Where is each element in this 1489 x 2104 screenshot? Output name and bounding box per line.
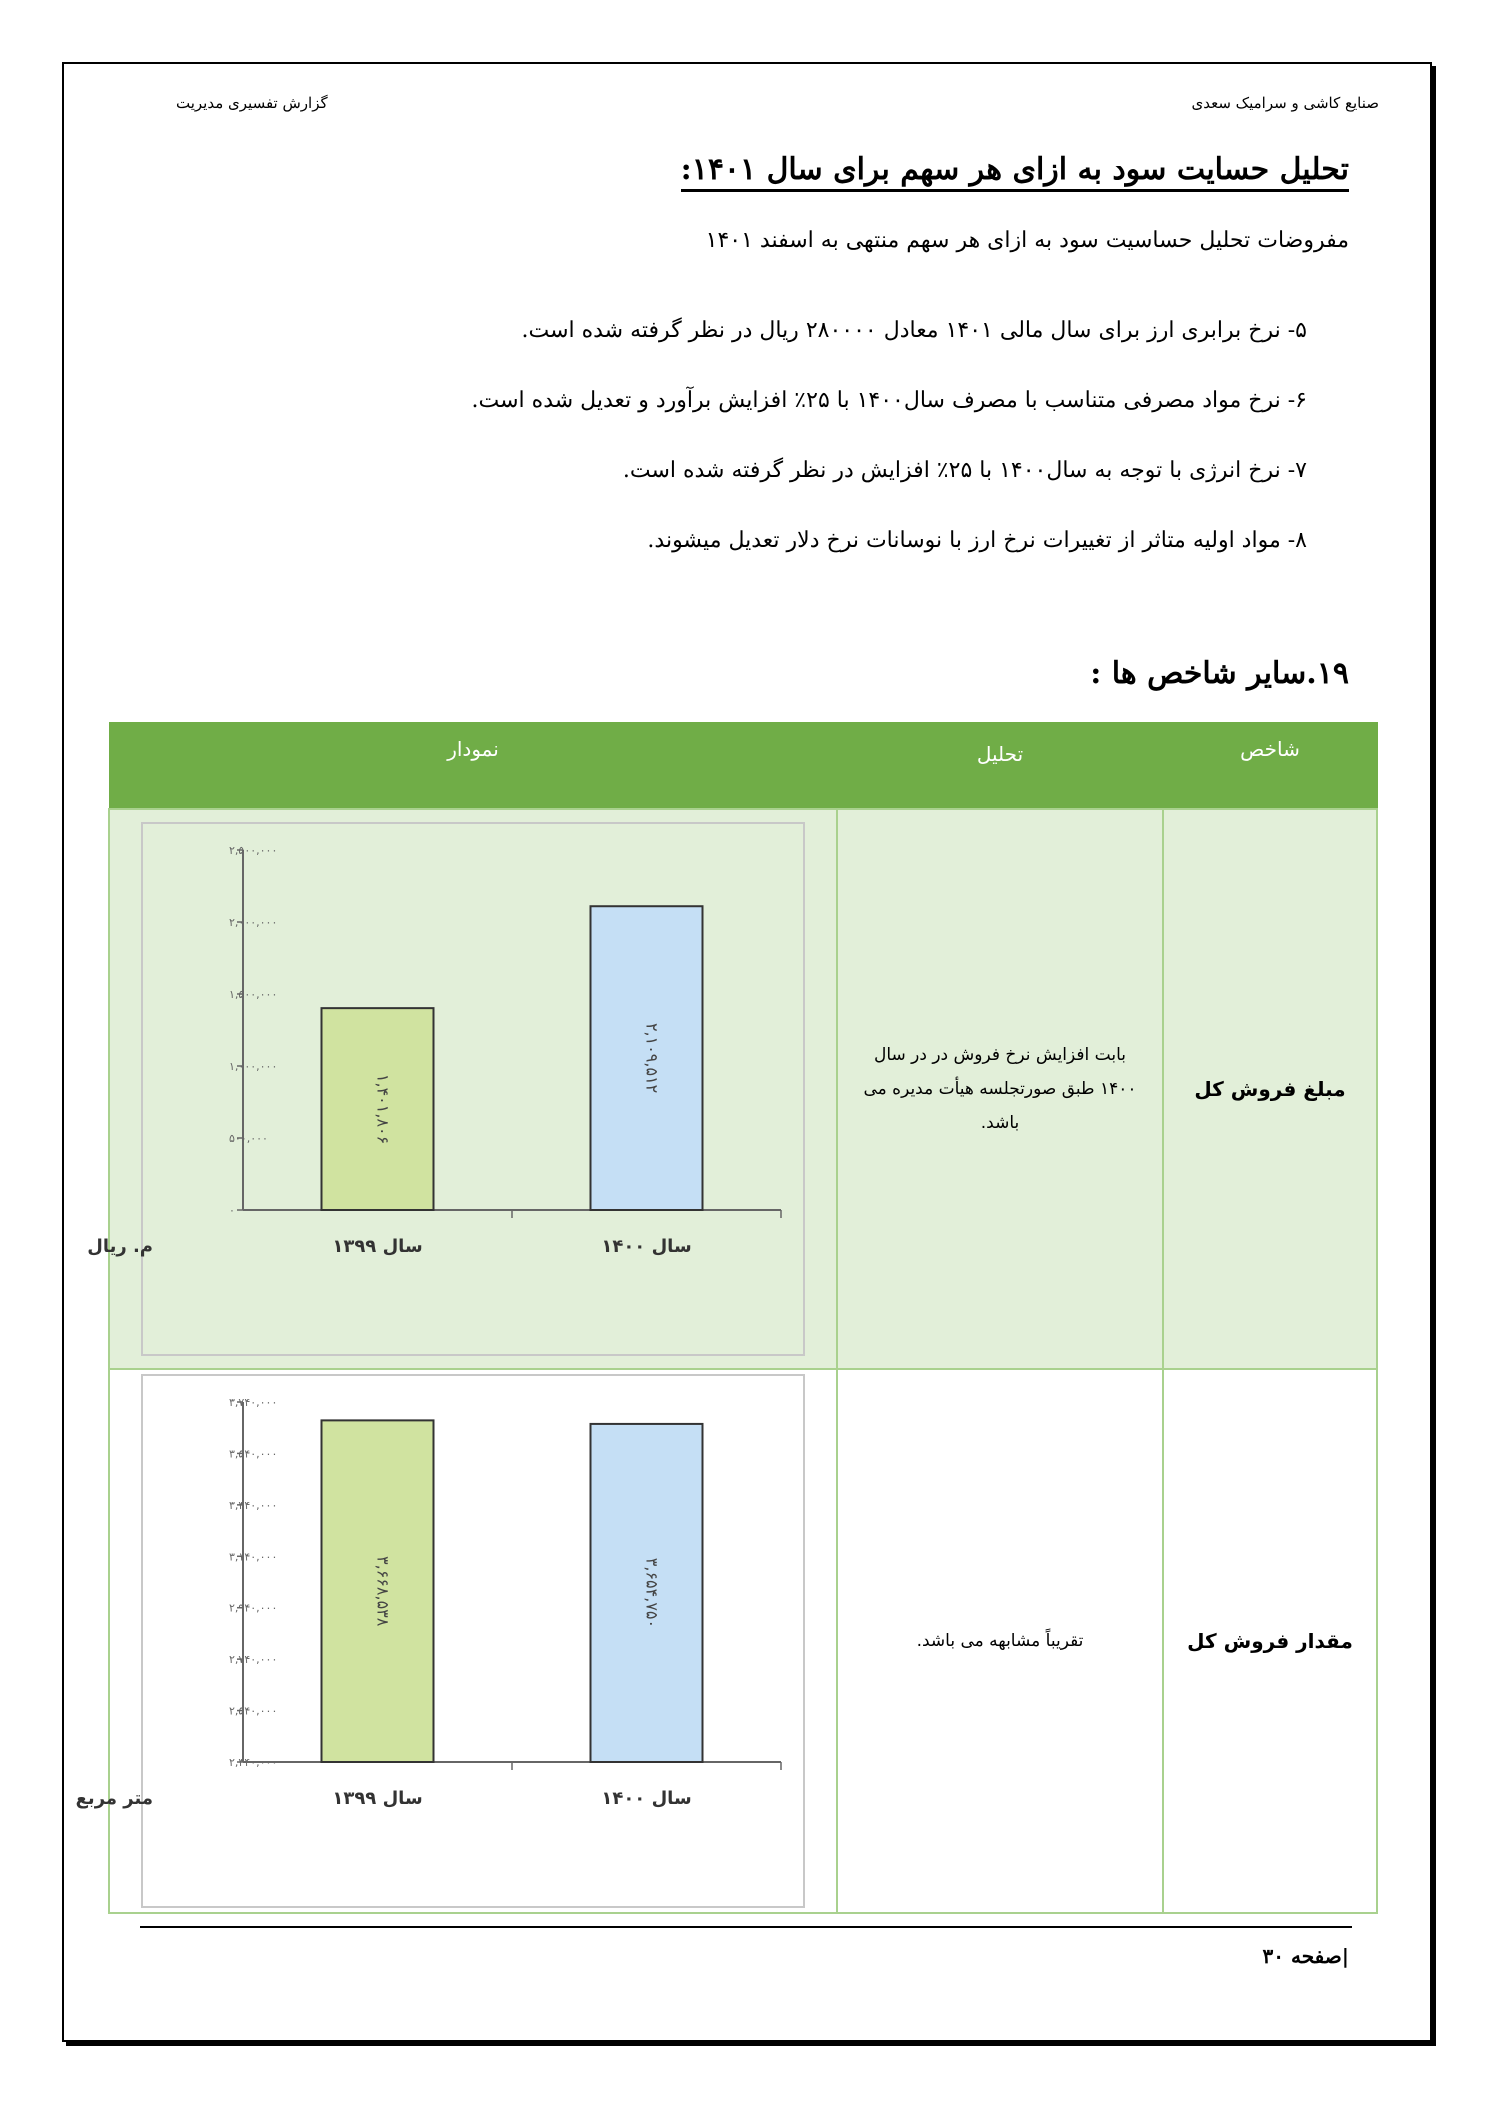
y-tick-label: ۲,۳۴۰,۰۰۰ <box>229 1755 278 1769</box>
page-number: |صفحه ۳۰ <box>1262 1944 1349 1968</box>
table-header-row <box>109 723 1377 809</box>
bar-value-label: ۱,۴۰۱,۸۰۶ <box>373 1073 393 1144</box>
assumption-item: ۶- نرخ مواد مصرفی متناسب با مصرف سال۱۴۰۰ با ۲۵٪ افزایش برآورد و تعدیل شده است. <box>471 388 1307 413</box>
y-tick-label: ۳,۵۴۰,۰۰۰ <box>229 1447 278 1461</box>
y-tick-label: ۲,۵۰۰,۰۰۰ <box>229 843 278 857</box>
bar-value-label: ۳,۶۶۸,۵۳۸ <box>373 1555 393 1627</box>
y-tick-label: ۲,۹۴۰,۰۰۰ <box>229 1601 278 1615</box>
y-tick-label: ۳,۱۴۰,۰۰۰ <box>229 1550 278 1564</box>
bar-value-label: ۲,۱۰۹,۵۱۲ <box>642 1022 662 1093</box>
bar-value-label: ۳,۶۵۴,۷۵۰ <box>642 1557 662 1628</box>
assumptions-intro: مفروضات تحلیل حساسیت سود به ازای هر سهم منتهی به اسفند ۱۴۰۱ <box>705 228 1349 253</box>
section-title: تحلیل حسایت سود به ازای هر سهم برای سال ۱۴۰۱: <box>681 152 1349 192</box>
assumption-item: ۵- نرخ برابری ارز برای سال مالی ۱۴۰۱ معادل ۲۸۰۰۰۰ ریال در نظر گرفته شده است. <box>521 318 1307 343</box>
x-category-label: سال ۱۳۹۹ <box>332 1235 423 1257</box>
analysis-text: تقریباً مشابهه می باشد. <box>837 1369 1163 1913</box>
assumptions-list <box>472 318 1307 598</box>
table-row <box>109 809 1377 1369</box>
indicator-name: مقدار فروش کل <box>1163 1369 1377 1913</box>
header-company: صنایع کاشی و سرامیک سعدی <box>1191 94 1379 112</box>
y-tick-label: ۵۰۰,۰۰۰ <box>229 1131 268 1145</box>
y-unit-label: متر مربع <box>75 1787 153 1809</box>
column-header-indicator: شاخص <box>1163 723 1377 809</box>
indicator-name: مبلغ فروش کل <box>1163 809 1377 1369</box>
y-tick-label: ۱,۰۰۰,۰۰۰ <box>229 1059 278 1073</box>
indicators-title: ۱۹.سایر شاخص ها : <box>1090 656 1349 691</box>
chart-frame <box>142 823 804 1355</box>
assumption-item: ۸- مواد اولیه متاثر از تغییرات نرخ ارز با نوسانات نرخ دلار تعدیل میشوند. <box>647 528 1307 553</box>
y-tick-label: ۲,۵۴۰,۰۰۰ <box>229 1704 278 1718</box>
x-category-label: سال ۱۴۰۰ <box>601 1235 692 1257</box>
y-tick-label: ۱,۵۰۰,۰۰۰ <box>229 987 278 1001</box>
sales-amount-chart <box>87 822 805 1356</box>
y-tick-label: ۲,۰۰۰,۰۰۰ <box>229 915 278 929</box>
x-category-label: سال ۱۴۰۰ <box>601 1787 692 1809</box>
y-unit-label: م. ریال <box>87 1235 153 1257</box>
y-tick-label: ۳,۳۴۰,۰۰۰ <box>229 1498 278 1512</box>
table-row <box>109 1369 1377 1913</box>
footer-divider <box>140 1926 1352 1928</box>
column-header-analysis: تحلیل <box>837 723 1163 809</box>
sales-volume-chart <box>75 1374 805 1908</box>
assumption-item: ۷- نرخ انرژی با توجه به سال۱۴۰۰ با ۲۵٪ افزایش در نظر گرفته شده است. <box>622 458 1307 483</box>
header-report-title: گزارش تفسیری مدیریت <box>176 94 328 112</box>
chart-cell <box>75 1369 837 1913</box>
y-tick-label: ۳,۷۴۰,۰۰۰ <box>229 1395 278 1409</box>
column-header-chart: نمودار <box>109 723 837 809</box>
analysis-text: بابت افزایش نرخ فروش در در سال ۱۴۰۰ طبق صورتجلسه هیأت مدیره می باشد. <box>837 809 1163 1369</box>
x-category-label: سال ۱۳۹۹ <box>332 1787 423 1809</box>
chart-cell <box>87 809 837 1369</box>
y-tick-label: ۲,۷۴۰,۰۰۰ <box>229 1653 278 1667</box>
indicators-table <box>75 722 1378 1914</box>
y-tick-label: ۰ <box>229 1203 235 1217</box>
